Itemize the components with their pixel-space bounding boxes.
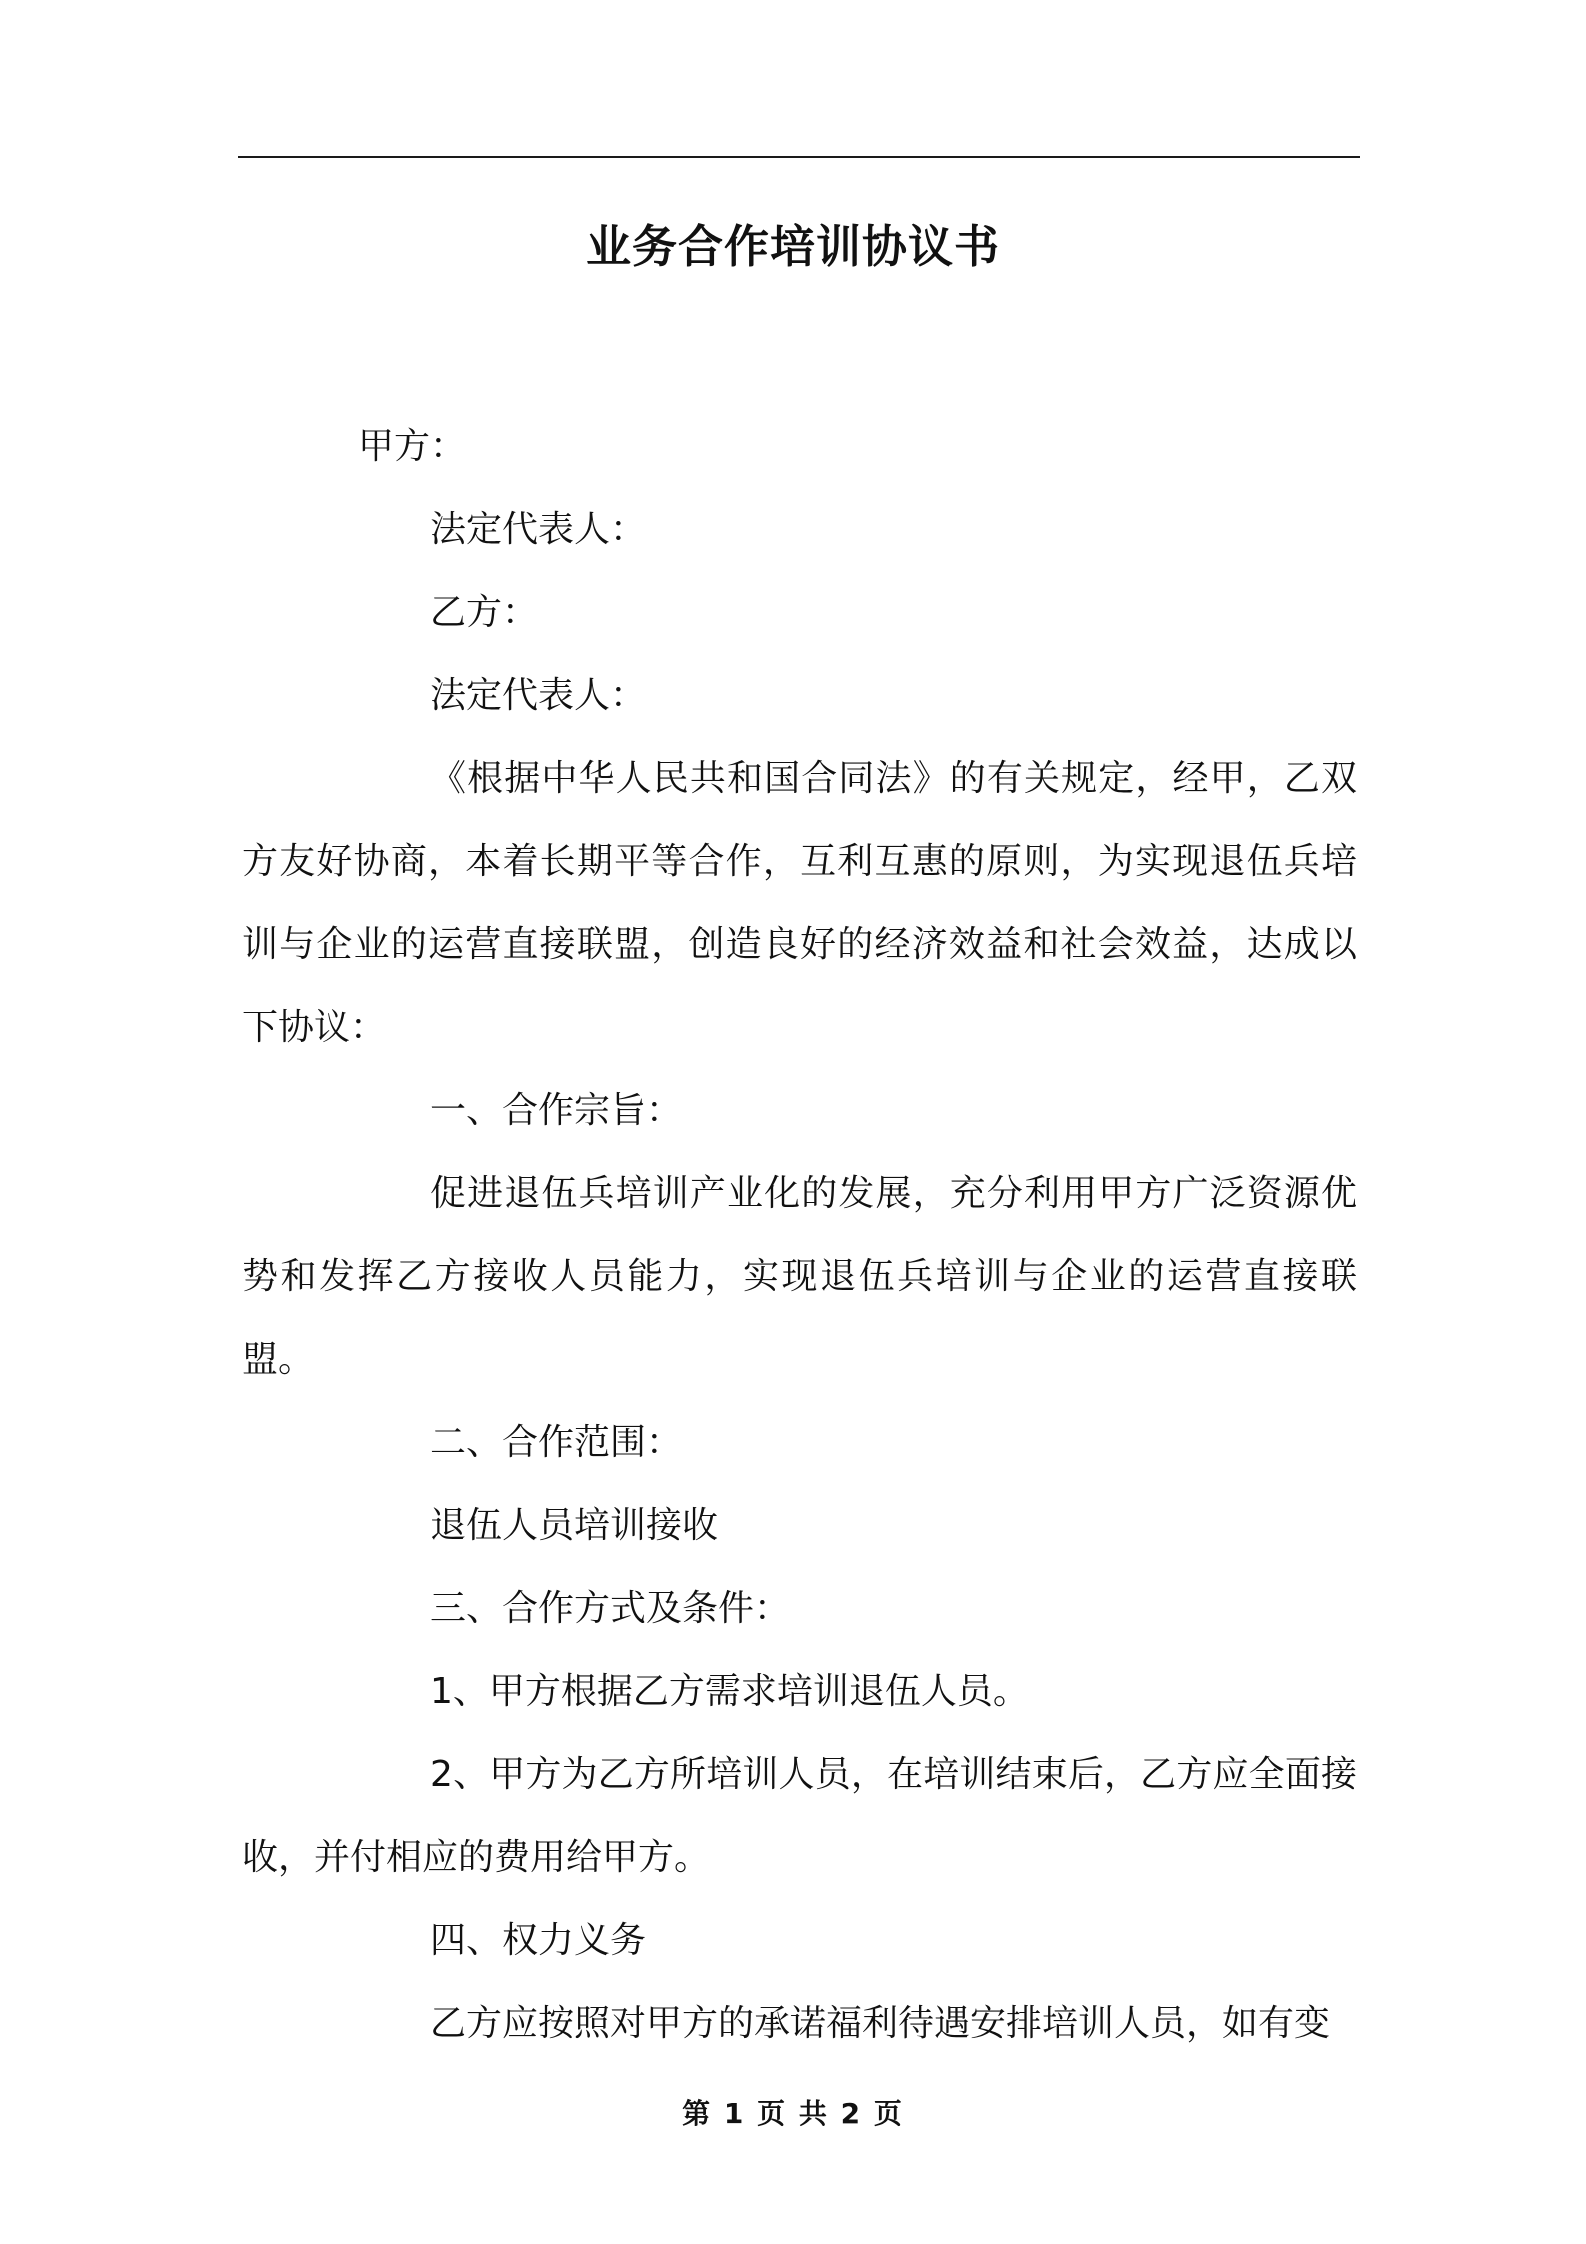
party-a-label: 甲方： (358, 426, 467, 467)
document-body (242, 405, 1357, 2065)
preamble-paragraph: 《根据中华人民共和国合同法》的有关规定，经甲，乙双方友好协商，本着长期平等合作，互利互惠的原则，为实现退伍兵培训与企业的运营直接联盟，创造良好的经济效益和社会效益，达成以下协议： (242, 758, 1357, 1048)
section-1-body: 促进退伍兵培训产业化的发展，充分利用甲方广泛资源优势和发挥乙方接收人员能力，实现退伍兵培训与企业的运营直接联盟。 (242, 1173, 1357, 1380)
page-indicator: 第 1 页 共 2 页 (682, 2097, 904, 2130)
section-3-item-1: 1、甲方根据乙方需求培训退伍人员。 (430, 1671, 1029, 1712)
section-4-body: 乙方应按照对甲方的承诺福利待遇安排培训人员，如有变 (430, 2003, 1331, 2044)
party-b-representative-label: 法定代表人： (430, 675, 647, 716)
section-3-item-2: 2、甲方为乙方所培训人员，在培训结束后，乙方应全面接收，并付相应的费用给甲方。 (242, 1754, 1357, 1878)
section-3-heading: 三、合作方式及条件： (430, 1588, 791, 1629)
section-1-heading: 一、合作宗旨： (430, 1090, 683, 1131)
section-2-heading: 二、合作范围： (430, 1422, 683, 1463)
party-b-label: 乙方： (430, 592, 539, 633)
header-rule (238, 156, 1360, 158)
section-4-heading: 四、权力义务 (430, 1920, 647, 1961)
section-2-body: 退伍人员培训接收 (430, 1505, 719, 1546)
party-a-representative-label: 法定代表人： (430, 509, 647, 550)
document-title: 业务合作培训协议书 (585, 220, 1000, 273)
